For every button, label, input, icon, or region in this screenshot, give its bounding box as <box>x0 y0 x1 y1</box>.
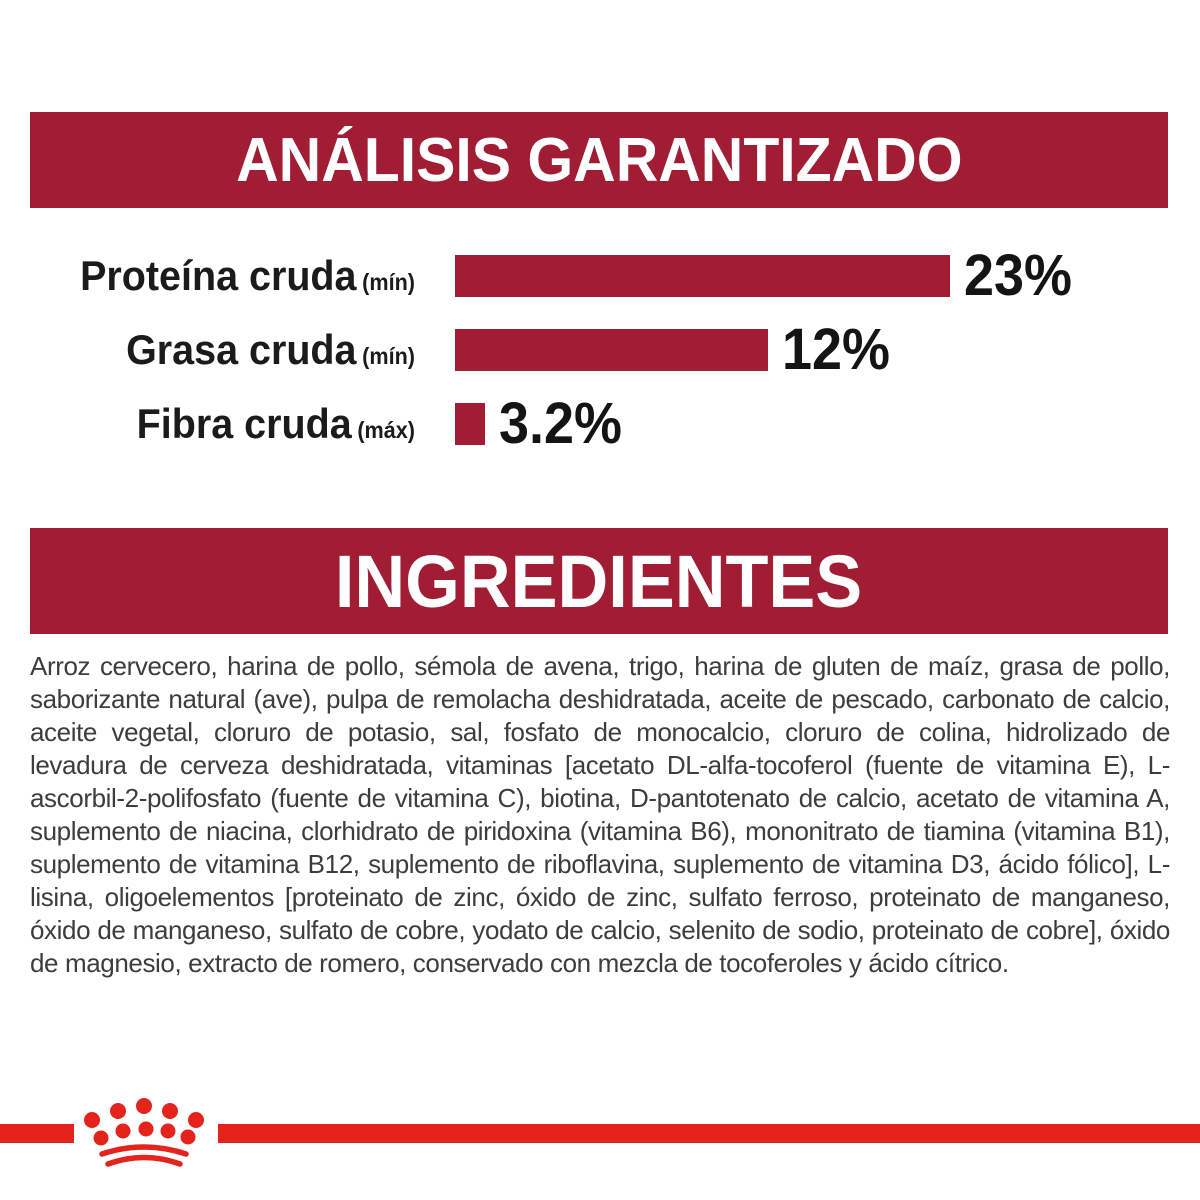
protein-bar <box>455 255 950 297</box>
analysis-row-fat <box>0 317 1200 382</box>
analysis-banner <box>30 112 1168 208</box>
nutrient-name: Grasa cruda <box>126 326 357 373</box>
analysis-row-fiber <box>0 391 1200 456</box>
nutrient-name: Proteína cruda <box>80 252 357 299</box>
nutrient-name: Fibra cruda <box>136 400 352 447</box>
ingredients-banner <box>30 528 1168 634</box>
analysis-title: ANÁLISIS GARANTIZADO <box>235 125 963 195</box>
ingredients-text: Arroz cervecero, harina de pollo, sémola de avena, trigo, harina de gluten de maíz, grasa de pollo, saborizante natural (ave), pulpa de remolacha deshidratada, aceite de pescado, carbonato de calcio, aceite vegetal, cloruro de potasio, sal, fosfato de monocalcio, cloruro de colina, hidrolizado de levadura de cerveza deshidratada, vitaminas [acetato DL-alfa-tocoferol (fuente de vitamina E), L-ascorbil-2-polifosfato (fuente de vitamina C), biotina, D-pantotenato de calcio, acetato de vitamina A, suplemento de niacina, clorhidrato de piridoxina (vitamina B6), mononitrato de tiamina (vitamina B1), suplemento de vitamina B12, suplemento de riboflavina, suplemento de vitamina D3, ácido fólico], L-lisina, oligoelementos [proteinato de zinc, óxido de zinc, sulfato ferroso, proteinato de manganeso, óxido de manganeso, sulfato de cobre, yodato de calcio, selenito de sodio, proteinato de cobre], óxido de magnesio, extracto de romero, conservado con mezcla de tocoferoles y ácido cítrico. <box>30 651 1170 978</box>
protein-value: 23% <box>964 243 1072 308</box>
fat-bar <box>455 329 768 371</box>
nutrient-qualifier: (mín) <box>362 269 415 295</box>
footer-band-right <box>218 1124 1200 1143</box>
ingredients-title: INGREDIENTES <box>335 539 863 623</box>
nutrient-qualifier: (mín) <box>362 343 415 369</box>
analysis-label <box>25 326 415 374</box>
footer-band-left <box>0 1124 74 1143</box>
royal-canin-crown-icon <box>78 1094 208 1178</box>
analysis-chart <box>0 243 1200 477</box>
fiber-value: 3.2% <box>499 391 622 456</box>
analysis-label <box>25 252 415 300</box>
analysis-row-protein <box>0 243 1200 308</box>
nutrient-qualifier: (máx) <box>357 417 415 443</box>
fiber-bar <box>455 403 485 445</box>
analysis-label <box>25 400 415 448</box>
fat-value: 12% <box>782 317 890 382</box>
